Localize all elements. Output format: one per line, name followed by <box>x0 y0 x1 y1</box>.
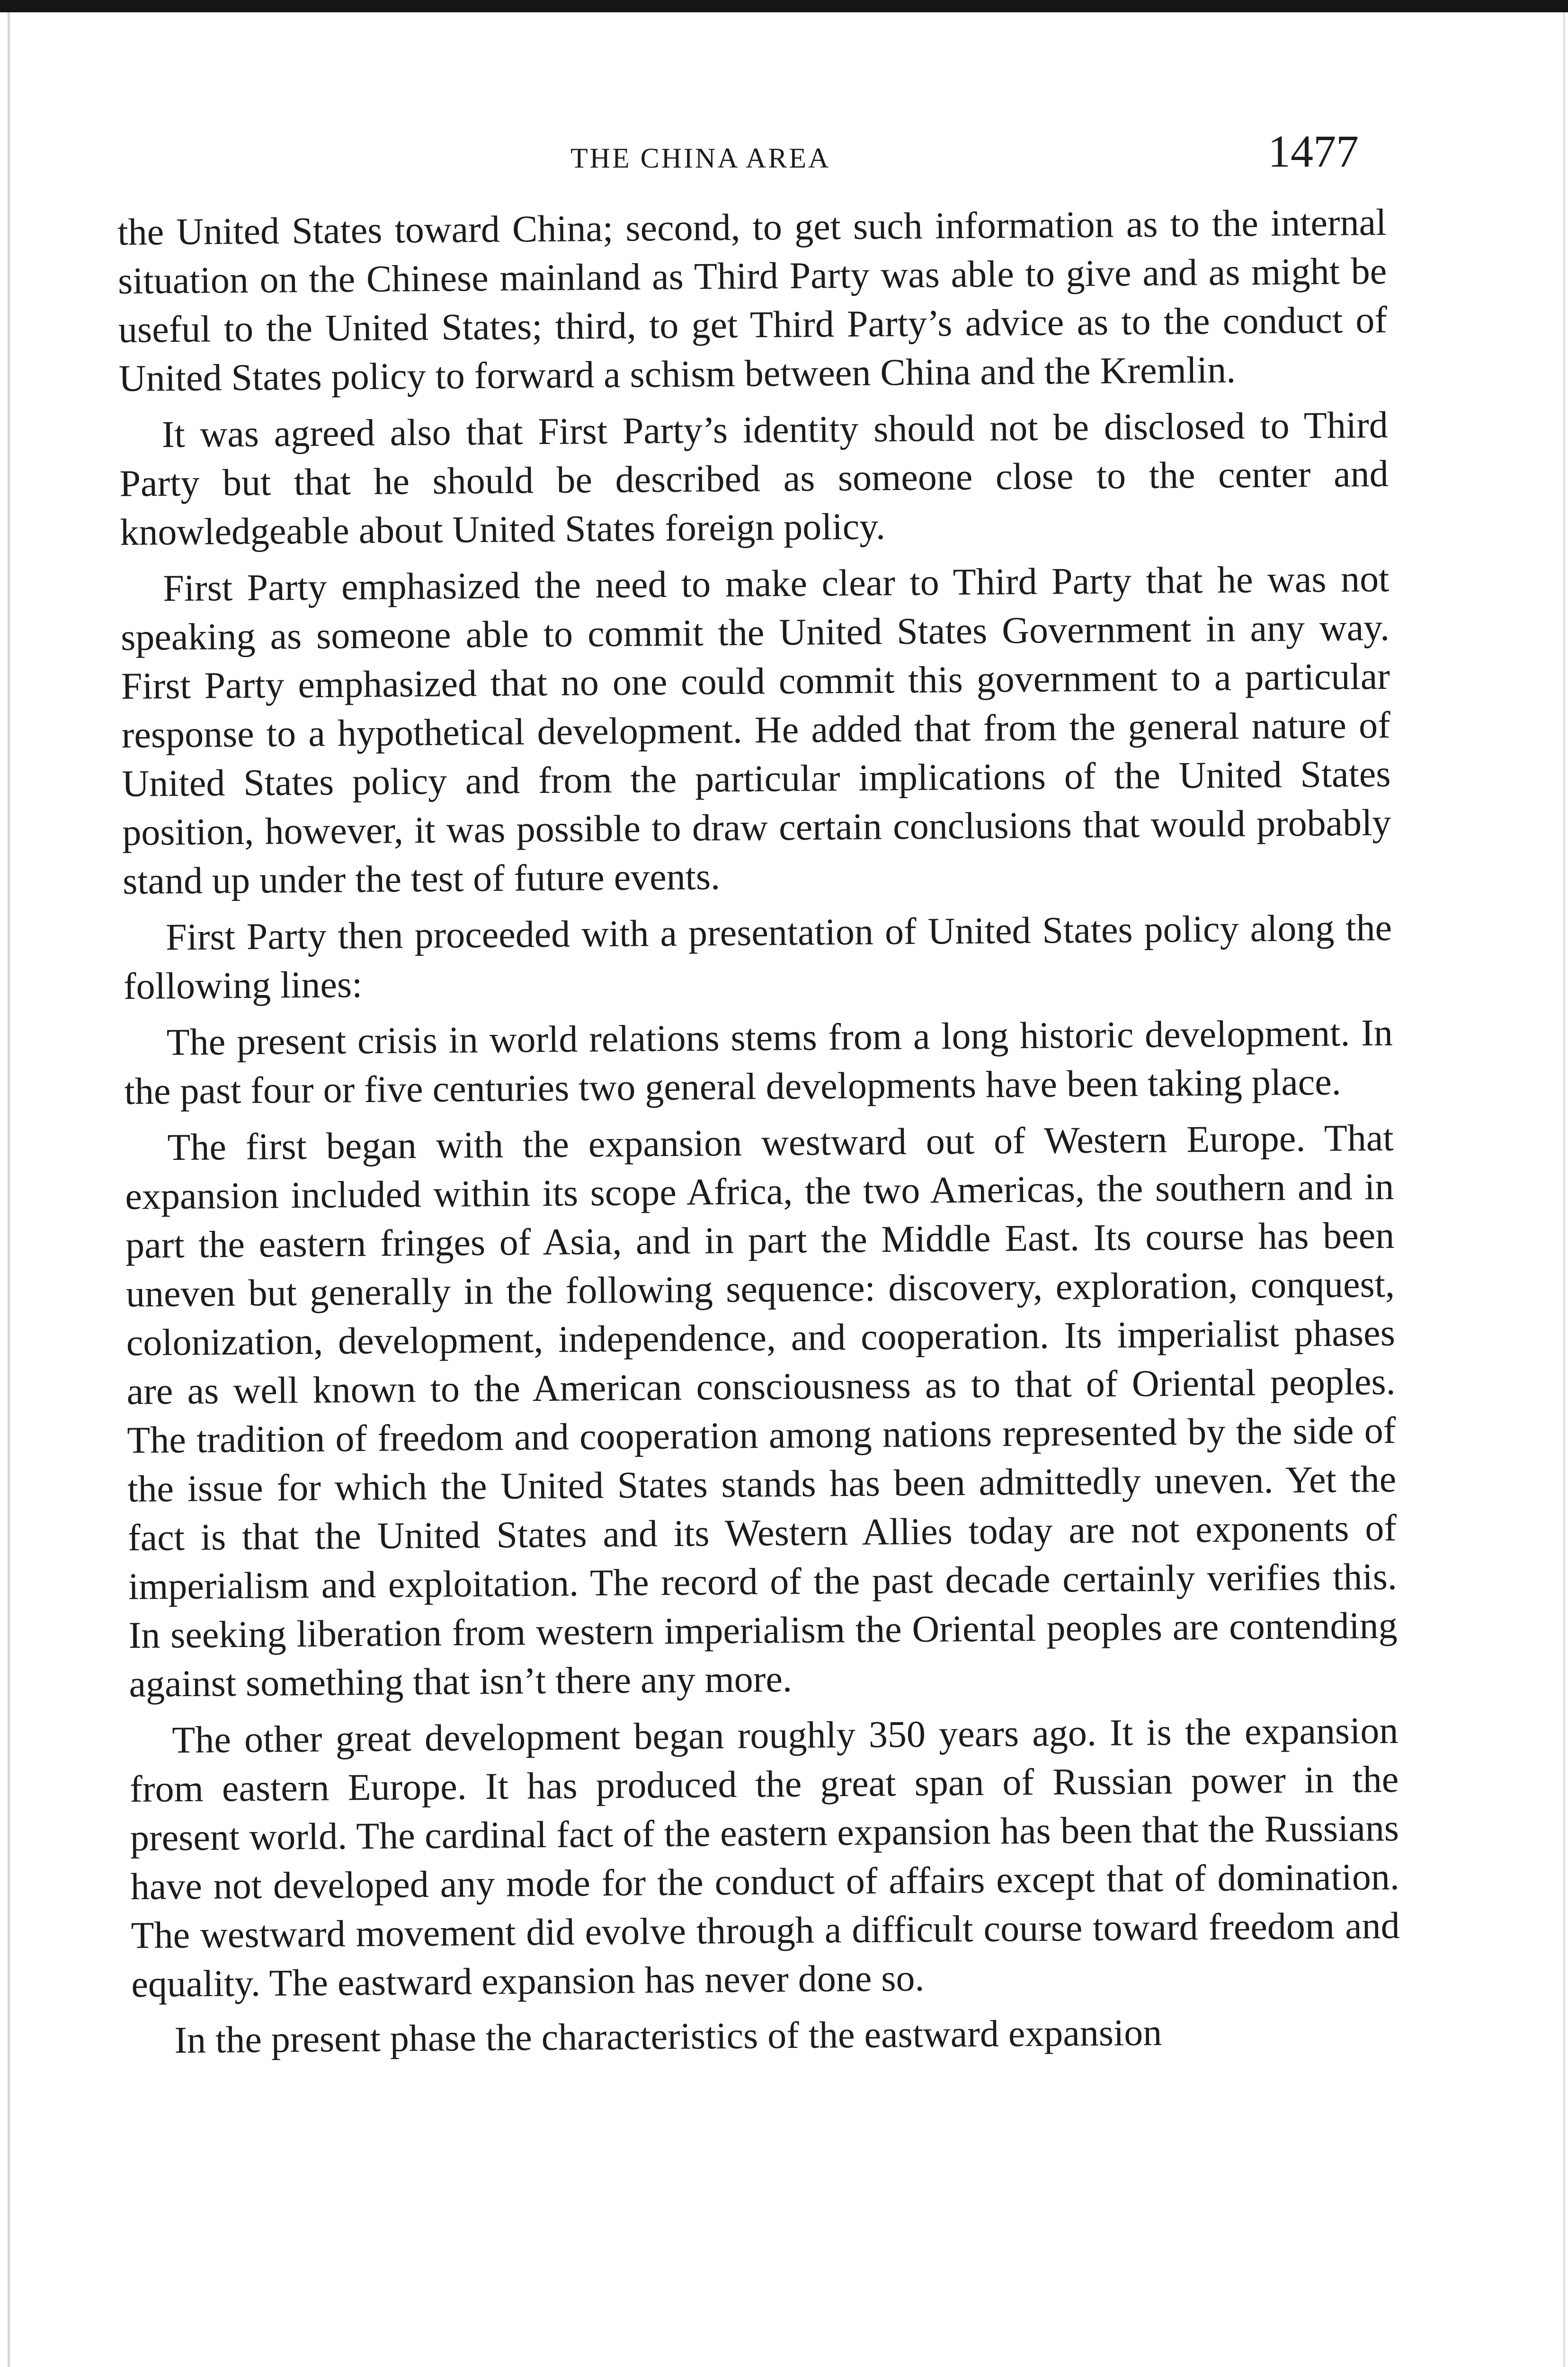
page-number: 1477 <box>1268 126 1359 177</box>
paragraph: The first began with the expansion westward out of Western Europe. That expansion included within its scope Africa, the two Americas, the southern and in part the eastern fringes of Asia, and in part the Middle East. Its course has been uneven but generally in the following sequence: discovery, exploration, conquest, colonization, development, independence, and cooperation. Its imperialist phases are as well known to the American consciousness as to that of Oriental peoples. The tradition of freedom and cooperation among nations represented by the side of the issue for which the United States stands has been admittedly uneven. Yet the fact is that the United States and its Western Allies today are not exponents of imperialism and exploitation. The record of the past decade certainly verifies this. In seeking liberation from western imperialism the Oriental peoples are contending against something that isn’t there any more. <box>125 1117 1398 1705</box>
paragraph-continued: the United States toward China; second, to get such information as to the internal situation on the Chinese mainland as Third Party was able to give and as might be useful to the United States; third, to get Third Party’s advice as to the conduct of United States policy to forward a schism between China and the Kremlin. <box>117 201 1388 400</box>
body-text <box>117 198 1401 2073</box>
paragraph-last: In the present phase the characteristics of the eastward expansion <box>174 2011 1162 2062</box>
running-head: THE CHINA AREA <box>570 142 831 174</box>
paragraph: The present crisis in world relations stems from a long historic development. In the past four or five centuries two general developments have been taking place. <box>124 1012 1393 1112</box>
page-header <box>118 118 1359 185</box>
paragraph: The other great development began roughly 350 years ago. It is the expansion from eastern Europe. It has produced the great span of Russian power in the present world. The cardinal fact of the eastern expansion has been that the Russians have not developed any mode for the conduct of affairs except that of domination. The westward movement did evolve through a difficult course toward freedom and equality. The eastward expansion has never done so. <box>129 1709 1400 2005</box>
paragraph: It was agreed also that First Party’s identity should not be disclosed to Third Party but that he should be described as someone close to the center and knowledgeable about United States foreign policy. <box>119 404 1389 553</box>
scan-right-edge <box>1563 12 1565 2367</box>
scan-top-border <box>0 0 1568 12</box>
paragraph: First Party then proceeded with a presentation of United States policy along the following lines: <box>123 907 1392 1007</box>
paragraph: First Party emphasized the need to make clear to Third Party that he was not speaking as someone able to commit the United States Government in any way. First Party emphasized that no one could commit this government to a particular response to a hypothetical development. He added that from the general nature of United States policy and from the particular implications of the United States position, however, it was possible to draw certain conclusions that would probably stand up under the test of future events. <box>120 558 1391 902</box>
scan-left-edge <box>8 12 10 2367</box>
